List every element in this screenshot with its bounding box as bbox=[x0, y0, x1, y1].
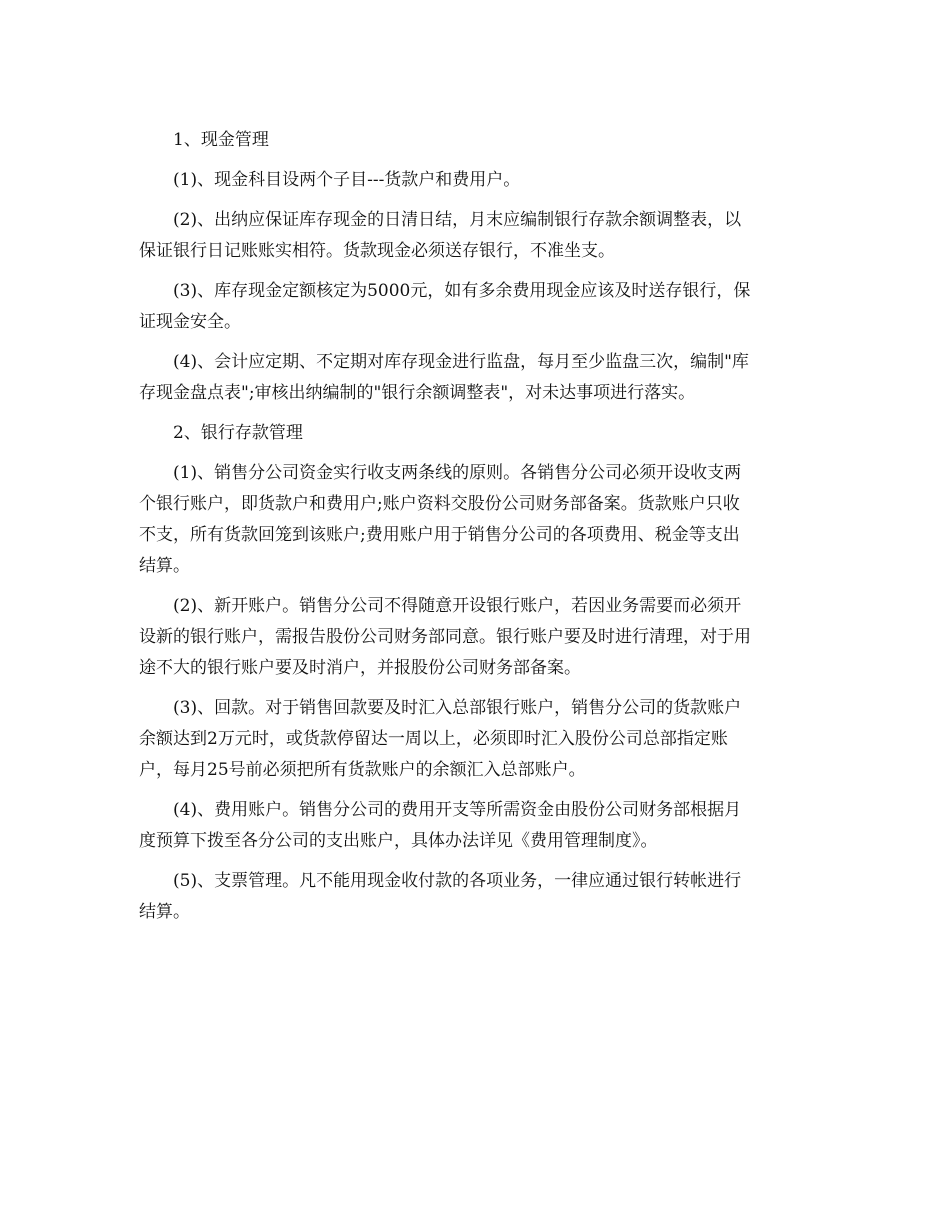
text-line: (1)、销售分公司资金实行收支两条线的原则。各销售分公司必须开设收支两 bbox=[173, 463, 742, 483]
paragraph-spacer bbox=[139, 196, 811, 205]
text-line: 结算。 bbox=[139, 902, 190, 922]
text-line: (3)、回款。对于销售回款要及时汇入总部银行账户，销售分公司的货款账户 bbox=[173, 698, 742, 718]
text-line: (1)、现金科目设两个子目---货款户和费用户。 bbox=[173, 170, 521, 190]
text-line: (3)、库存现金定额核定为5000元，如有多余费用现金应该及时送存银行，保 bbox=[173, 281, 751, 301]
text-line: 证现金安全。 bbox=[139, 312, 241, 332]
text-line: 余额达到2万元时，或货款停留达一周以上，必须即时汇入股份公司总部指定账 bbox=[139, 729, 728, 749]
text-line: 不支，所有货款回笼到该账户;费用账户用于销售分公司的各项费用、税金等支出 bbox=[139, 525, 740, 545]
text-line: (2)、出纳应保证库存现金的日清日结，月末应编制银行存款余额调整表，以 bbox=[173, 210, 742, 230]
text-line: 途不大的银行账户要及时消户，并报股份公司财务部备案。 bbox=[139, 658, 581, 678]
paragraph-spacer bbox=[139, 409, 811, 418]
paragraph-spacer bbox=[139, 684, 811, 693]
text-line: (2)、新开账户。销售分公司不得随意开设银行账户，若因业务需要而必须开 bbox=[173, 596, 742, 616]
text-line: (4)、会计应定期、不定期对库存现金进行监盘，每月至少监盘三次，编制"库 bbox=[173, 352, 749, 372]
paragraph-spacer bbox=[139, 156, 811, 165]
paragraph-spacer bbox=[139, 449, 811, 458]
text-line: 个银行账户，即货款户和费用户;账户资料交股份公司财务部备案。货款账户只收 bbox=[139, 494, 740, 514]
paragraph-spacer bbox=[139, 338, 811, 347]
text-line: 2、银行存款管理 bbox=[173, 423, 303, 443]
text-line: (4)、费用账户。销售分公司的费用开支等所需资金由股份公司财务部根据月 bbox=[173, 800, 742, 820]
paragraph-spacer bbox=[139, 267, 811, 276]
paragraph-spacer bbox=[139, 786, 811, 795]
text-line: 保证银行日记账账实相符。货款现金必须送存银行，不准坐支。 bbox=[139, 241, 615, 261]
paragraph-spacer bbox=[139, 582, 811, 591]
text-line: 结算。 bbox=[139, 556, 190, 576]
text-line: (5)、支票管理。凡不能用现金收付款的各项业务，一律应通过银行转帐进行 bbox=[173, 871, 742, 891]
text-line: 户，每月25号前必须把所有货款账户的余额汇入总部账户。 bbox=[139, 760, 586, 780]
text-line: 设新的银行账户，需报告股份公司财务部同意。银行账户要及时进行清理，对于用 bbox=[139, 627, 751, 647]
paragraph-spacer bbox=[139, 857, 811, 866]
text-line: 度预算下拨至各分公司的支出账户，具体办法详见《费用管理制度》。 bbox=[139, 831, 658, 851]
text-line: 1、现金管理 bbox=[173, 130, 269, 150]
document-body bbox=[139, 125, 811, 928]
text-line: 存现金盘点表";审核出纳编制的"银行余额调整表"，对未达事项进行落实。 bbox=[139, 383, 696, 403]
